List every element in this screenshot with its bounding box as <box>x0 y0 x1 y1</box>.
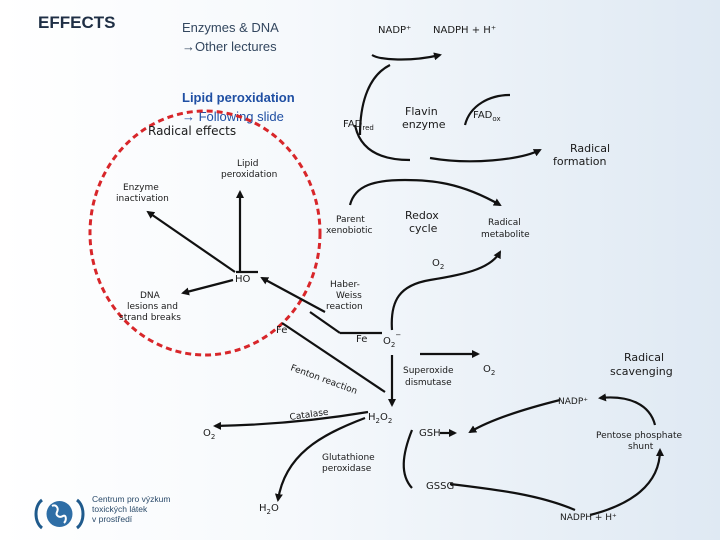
fad-red-label: $FAD_{red}$ <box>343 119 374 132</box>
line-haber-fe <box>310 312 340 333</box>
parent-xenobiotic-label-2: xenobiotic <box>326 226 373 236</box>
lipid-peroxidation-label-2: peroxidation <box>221 170 278 180</box>
pentose-phosphate-label-1: Pentose phosphate <box>596 431 683 441</box>
logo-line-1: Centrum pro výzkum <box>92 494 171 504</box>
enzyme-inactivation-label-2: inactivation <box>116 194 169 204</box>
note-lipid-peroxidation: Lipid peroxidation <box>182 90 295 105</box>
radical-scavenging-label-1: Radical <box>624 351 665 364</box>
enzyme-inactivation-label-1: Enzyme <box>123 183 159 193</box>
superoxide-dismutase-label-1: Superoxide <box>403 366 454 376</box>
haber-weiss-label-3: reaction <box>326 302 363 312</box>
logo-text <box>92 494 192 524</box>
redox-cycle-label-2: cycle <box>409 222 438 235</box>
note-following-slide: → Following slide <box>182 109 284 124</box>
lipid-peroxidation-label-1: Lipid <box>237 159 259 169</box>
ho-label: HO <box>235 274 251 285</box>
h2o2-label: $H_2O_2$ <box>368 412 393 425</box>
curve-nadp-gsh <box>470 400 560 432</box>
dna-label-2: lesions and <box>127 302 178 312</box>
nadp-right-label: NADP⁺ <box>558 397 588 407</box>
note-other-lectures: →Other lectures <box>182 39 277 54</box>
arrow-haber-ho <box>262 278 325 312</box>
radical-formation-label-2: formation <box>553 155 607 168</box>
arrow-ho-dna <box>183 280 233 293</box>
curve-o2-redox <box>392 252 500 330</box>
curve-flavin-right <box>430 150 540 161</box>
haber-weiss-label-1: Haber- <box>330 280 360 290</box>
pentose-phosphate-label-2: shunt <box>628 442 654 452</box>
radical-metabolite-label-2: metabolite <box>481 230 530 240</box>
logo-line-2: toxických látek <box>92 504 148 514</box>
curve-gssg-nadph <box>450 484 575 510</box>
globe-icon <box>32 494 87 534</box>
glutathione-peroxidase-label-1: Glutathione <box>322 453 375 463</box>
o2-radical-label: $O_2^-$ <box>383 331 402 349</box>
fe-left-label: Fe <box>276 325 288 336</box>
gsh-label: GSH <box>419 428 441 439</box>
fe-mid-label: Fe <box>356 334 368 345</box>
nadph-top-label: NADPH + H⁺ <box>433 25 497 36</box>
curve-parent-radical <box>350 180 500 205</box>
flavin-enzyme-label-1: Flavin <box>405 105 438 118</box>
o2-catalase-label: $O_2$ <box>203 428 216 441</box>
radical-scavenging-label-2: scavenging <box>610 365 673 378</box>
fad-ox-label: $FAD_{ox}$ <box>473 110 501 123</box>
slide-title: EFFECTS <box>38 13 116 32</box>
nadph-bottom-label: NADPH + H⁺ <box>560 513 617 523</box>
catalase-label: Catalase <box>289 407 330 423</box>
nadp-top-label: NADP⁺ <box>378 25 412 36</box>
dna-label-3: strand breaks <box>119 313 181 323</box>
parent-xenobiotic-label-1: Parent <box>336 215 365 225</box>
h2o-label: $H_2O$ <box>259 503 279 516</box>
curve-gsh-gssg <box>404 430 412 488</box>
o2-right-label: $O_2$ <box>483 364 496 377</box>
curve-pentose-nadp <box>600 397 655 425</box>
curve-nadph-pentose <box>590 450 660 515</box>
dna-label-1: DNA <box>140 291 160 301</box>
institution-logo <box>32 494 192 534</box>
haber-weiss-label-2: Weiss <box>336 291 362 301</box>
radical-formation-label-1: Radical <box>570 142 611 155</box>
arrow-ho-enzyme <box>148 212 235 272</box>
o2-mid-label: $O_2$ <box>432 258 445 271</box>
redox-cycle-label-1: Redox <box>405 209 439 222</box>
glutathione-peroxidase-label-2: peroxidase <box>322 464 372 474</box>
note-enzymes-dna: Enzymes & DNA <box>182 20 279 35</box>
flavin-enzyme-label-2: enzyme <box>402 118 446 131</box>
fenton-reaction-label: Fenton reaction <box>288 363 359 397</box>
logo-line-3: v prostředí <box>92 514 133 524</box>
superoxide-dismutase-label-2: dismutase <box>405 378 452 388</box>
gssg-label: GSSG <box>426 481 455 492</box>
curve-nadp-top <box>372 55 440 60</box>
radical-effects-label: Radical effects <box>148 124 237 138</box>
radical-metabolite-label-1: Radical <box>488 218 521 228</box>
